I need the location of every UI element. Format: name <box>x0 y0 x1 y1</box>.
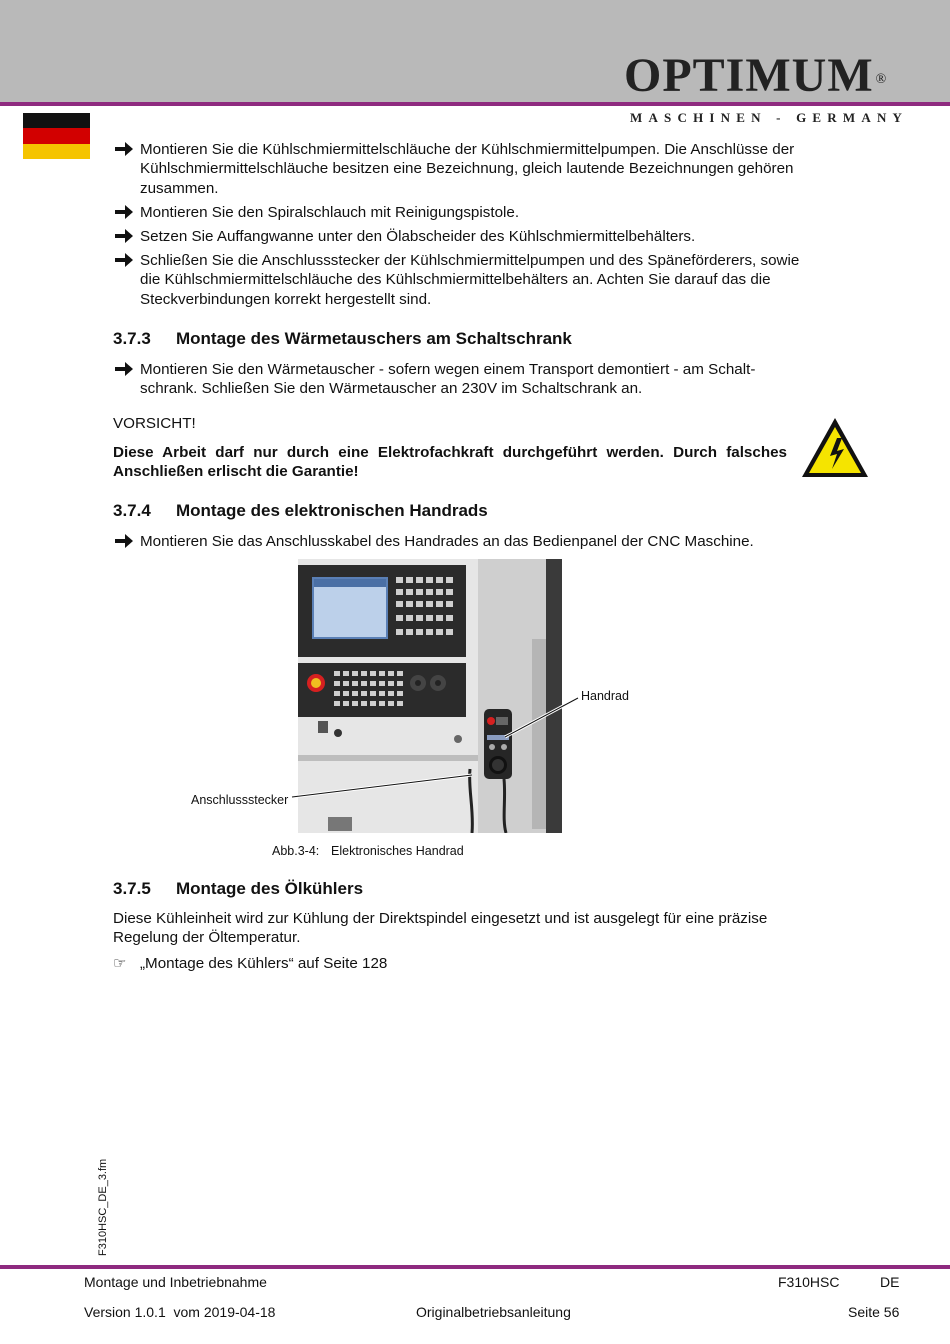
paragraph: Diese Kühleinheit wird zur Kühlung der Direktspindel eingesetzt und ist ausgelegt für eine präzise Regelung der Öltemperatur. <box>113 910 768 947</box>
section-title: Montage des Wärmetauschers am Schaltschrank <box>176 329 572 348</box>
header-rule <box>0 102 950 106</box>
footer-model: F310HSC <box>778 1274 840 1290</box>
brand-logo <box>624 50 887 102</box>
arrow-right-icon <box>113 203 135 221</box>
footer-language: DE <box>880 1274 900 1290</box>
footer-page-number: Seite 56 <box>848 1304 900 1320</box>
caption-text: Elektronisches Handrad <box>331 844 464 858</box>
section-number: 3.7.3 <box>113 329 151 348</box>
warning-title: VORSICHT! <box>113 415 196 432</box>
section-number: 3.7.5 <box>113 879 151 898</box>
pointing-hand-icon: ☞ <box>113 955 127 972</box>
logo-text: OPTIMUM <box>624 49 874 102</box>
list-item-text: Schließen Sie die Anschlussstecker der Kühlschmiermittelpumpen und des Späneförderers, sowie die Kühlschmiermittelschläuche des Kühlschmiermittelbehälters an. Achten Sie darauf das die Steckverbindungen korrekt hergestellt sind. <box>140 252 800 308</box>
arrow-right-icon <box>113 251 135 269</box>
footer-chapter: Montage und Inbetriebnahme <box>84 1274 267 1290</box>
list-item-text: Montieren Sie den Spiralschlauch mit Reinigungspistole. <box>140 204 520 221</box>
list-item-text: Setzen Sie Auffangwanne unter den Ölabscheider des Kühlschmiermittelbehälters. <box>140 228 696 245</box>
callout-handrad: Handrad <box>581 689 629 703</box>
german-flag-icon <box>23 113 90 159</box>
list-item-text: Montieren Sie den Wärmetauscher - sofern wegen einem Transport demontiert - am Schaltschrank. Schließen Sie den Wärmetauscher an 230V im Schaltschrank an. <box>140 361 756 398</box>
arrow-right-icon <box>113 227 135 245</box>
registered-mark: ® <box>875 72 888 87</box>
cnc-control-panel-photo <box>298 559 562 833</box>
figure-caption <box>272 842 464 861</box>
footer-rule <box>0 1265 950 1269</box>
arrow-right-icon <box>113 360 135 378</box>
arrow-right-icon <box>113 532 135 550</box>
section-heading-3-7-3 <box>113 329 572 349</box>
list-item-text: Montieren Sie das Anschlusskabel des Handrades an das Bedienpanel der CNC Maschine. <box>140 533 754 550</box>
section-title: Montage des Ölkühlers <box>176 879 364 898</box>
cross-reference-link[interactable]: „Montage des Kühlers“ auf Seite 128 <box>140 955 388 972</box>
section-number: 3.7.4 <box>113 501 151 520</box>
caption-number: Abb.3-4: <box>272 844 320 858</box>
footer-version: Version 1.0.1 vom 2019-04-18 <box>84 1304 276 1320</box>
electrical-hazard-icon <box>800 416 870 479</box>
section-title: Montage des elektronischen Handrads <box>176 501 488 520</box>
arrow-right-icon <box>113 140 135 158</box>
list-item-text: Montieren Sie die Kühlschmiermittelschläuche der Kühlschmiermittelpumpen. Die Anschlüsse der Kühlschmiermittelschläuche besitzen eine Bezeichnung, gleich lautende Bezeichnungen gehören zusammen. <box>140 141 795 197</box>
logo-subtitle: MASCHINEN - GERMANY <box>630 110 909 125</box>
section-heading-3-7-5 <box>113 879 363 899</box>
section-heading-3-7-4 <box>113 501 488 521</box>
footer-document-type: Originalbetriebsanleitung <box>416 1304 571 1320</box>
warning-text: Diese Arbeit darf nur durch eine Elektrofachkraft durchgeführt werden. Durch falsches Anschließen erlischt die Garantie! <box>113 444 787 481</box>
source-file-label: F310HSC_DE_3.fm <box>97 1158 109 1256</box>
callout-anschlussstecker: Anschlussstecker <box>191 793 289 807</box>
